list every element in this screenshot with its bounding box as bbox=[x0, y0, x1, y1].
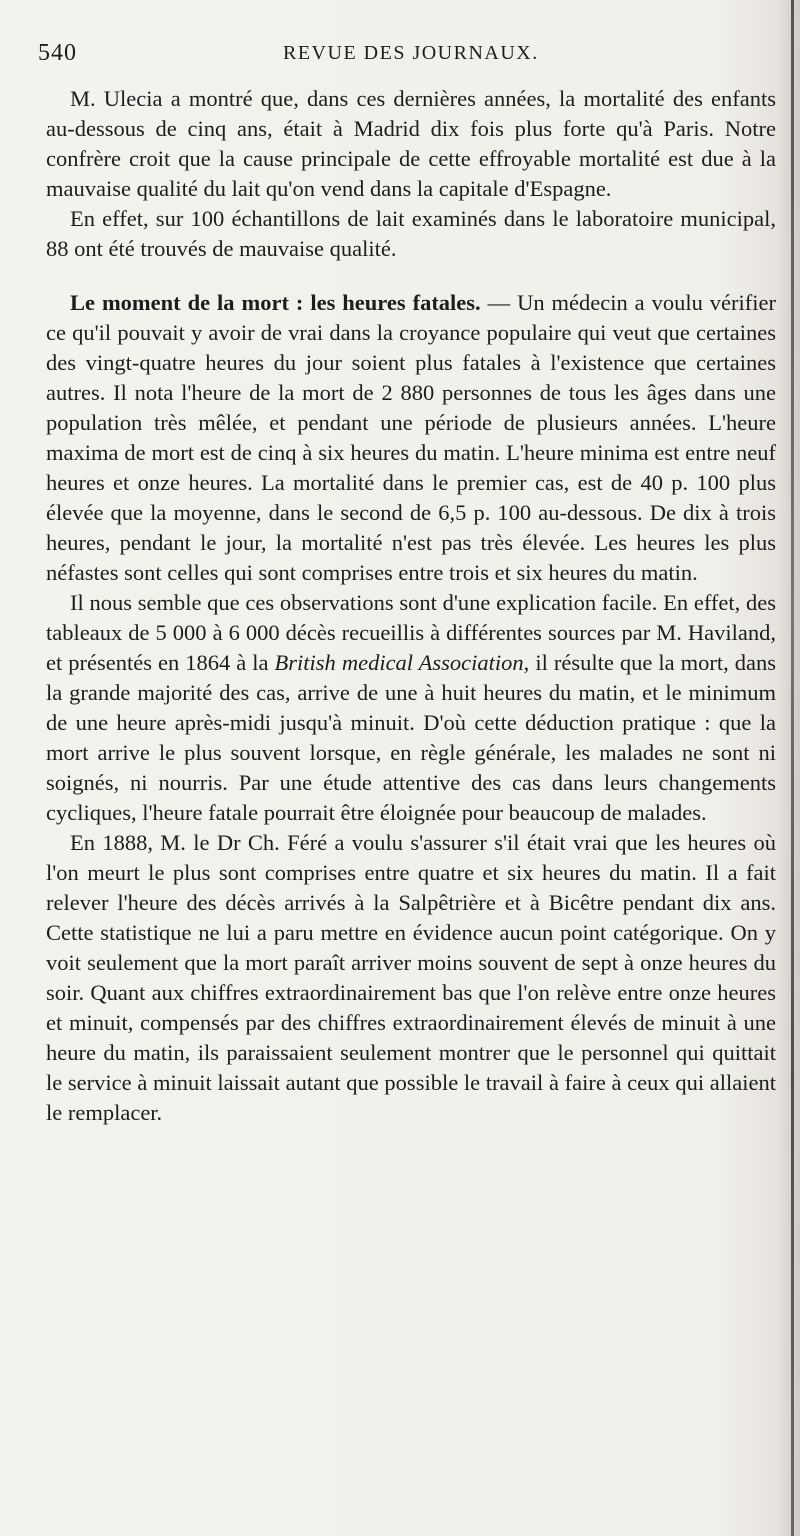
paragraph-madrid-mortality bbox=[46, 84, 776, 204]
article-body bbox=[46, 84, 776, 1128]
paragraph-fere-1888 bbox=[46, 828, 776, 1128]
running-title: REVUE DES JOURNAUX. bbox=[283, 42, 539, 64]
paragraph-text: — Un médecin a voulu vérifier ce qu'il pouvait y avoir de vrai dans la croyance populaire qui veut que certaines des vingt-quatre heures du jour soient plus fatales à l'existence que certaines autres. Il nota l'heure de la mort de 2 880 personnes de tous les âges dans une population très mêlée, et pendant une période de plusieurs années. L'heure maxima de mort est de cinq à six heures du matin. L'heure minima est entre neuf heures et onze heures. La mortalité dans le premier cas, est de 40 p. 100 plus élevée que la moyenne, dans le second de 6,5 p. 100 au-dessous. De dix à trois heures, pendant le jour, la mortalité n'est pas très élevée. Les heures les plus néfastes sont celles qui sont comprises entre trois et six heures du matin. bbox=[46, 290, 777, 585]
section-heading: Le moment de la mort : les heures fatales. bbox=[70, 290, 481, 315]
paragraph-milk-samples bbox=[46, 204, 776, 264]
paragraph-haviland bbox=[46, 588, 776, 828]
paragraph-text: , il résulte que la mort, dans la grande majorité des cas, arrive de une à huit heures du matin, et le minimum de une heure après-midi jusqu'à minuit. D'où cette déduction pratique : que la mort arrive le plus souvent lorsque, en règle générale, les malades ne sont ni soignés, ni nourris. Par une étude attentive des cas dans leurs changements cycliques, l'heure fatale pourrait être éloignée pour beaucoup de malades. bbox=[46, 650, 776, 825]
paragraph-text: M. Ulecia a montré que, dans ces dernières années, la mortalité des enfants au-dessous de cinq ans, était à Madrid dix fois plus forte qu'à Paris. Notre confrère croit que la cause principale de cette effroyable mortalité est due à la mauvaise qualité du lait qu'on vend dans la capitale d'Espagne. bbox=[46, 86, 776, 201]
paragraph-text: En effet, sur 100 échantillons de lait examinés dans le laboratoire municipal, 88 ont été trouvés de mauvaise qualité. bbox=[46, 206, 776, 261]
paragraph-text: Il nous semble que ces observations sont d'une explication facile. En effet, des tableaux de 5 000 à 6 000 décès recueillis à différentes sources par M. Haviland, et présentés en 1864 à la bbox=[46, 590, 776, 675]
paragraph-fatal-hours bbox=[46, 288, 776, 588]
paragraph-text: En 1888, M. le Dr Ch. Féré a voulu s'assurer s'il était vrai que les heures où l'on meurt le plus sont comprises entre quatre et six heures du matin. Il a fait relever l'heure des décès arrivés à la Salpêtrière et à Bicêtre pendant dix ans. Cette statistique ne lui a paru mettre en évidence aucun point catégorique. On y voit seulement que la mort paraît arriver moins souvent de sept à onze heures du soir. Quant aux chiffres extraordinairement bas que l'on relève entre onze heures et minuit, compensés par des chiffres extraordinairement élevés de minuit à une heure du matin, ils paraissaient seulement montrer que le personnel qui quittait le service à minuit laissait autant que possible le travail à faire à ceux qui allaient le remplacer. bbox=[46, 830, 776, 1125]
page-number: 540 bbox=[38, 40, 77, 66]
italic-association-name: British medical Association bbox=[274, 650, 524, 675]
page-header bbox=[38, 40, 778, 74]
binding-edge-shadow bbox=[791, 0, 794, 1536]
